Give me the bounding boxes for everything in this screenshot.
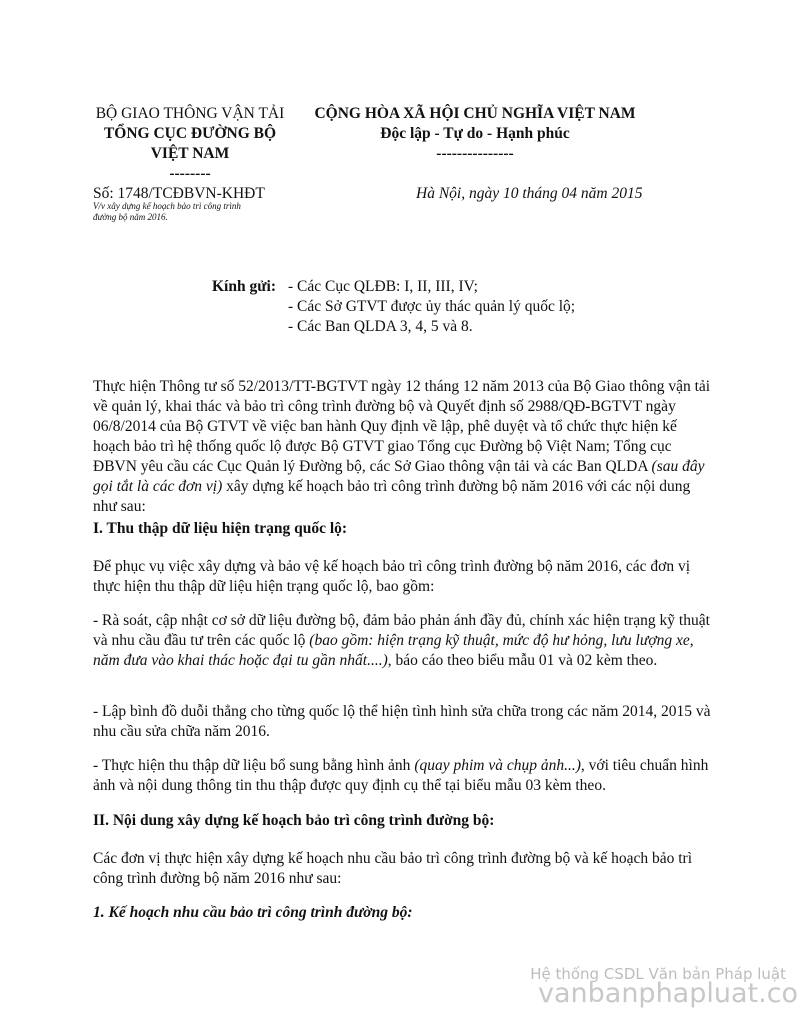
subject-line-1: V/v xây dựng kế hoạch bảo trì công trình bbox=[93, 201, 241, 211]
section-1-paragraph-3: - Lập bình đồ duỗi thẳng cho từng quốc lộ thể hiện tình hình sửa chữa trong các năm 2014, 2015 và nhu cầu sửa chữa năm 2016. bbox=[93, 703, 711, 740]
s1p4-text-2: , với tiêu chuẩn hình ảnh và nội dung thông tin thu thập được quy định cụ thể tại biểu mẫu 03 kèm theo. bbox=[93, 757, 709, 794]
s1p4-text-1: - Thực hiện thu thập dữ liệu bổ sung bằng hình ảnh bbox=[93, 757, 411, 774]
watermark-site: vanbanphapluat.co bbox=[538, 978, 799, 1009]
subject-line-2: đường bộ năm 2016. bbox=[93, 212, 168, 222]
left-divider: -------- bbox=[169, 165, 211, 182]
recipients-label: Kính gửi: bbox=[212, 278, 276, 295]
agency-name: TỔNG CỤC ĐƯỜNG BỘ bbox=[103, 125, 277, 142]
s1p2-text-2: , báo cáo theo biểu mẫu 01 và 02 kèm theo. bbox=[387, 652, 658, 669]
intro-text-2: xây dựng kế hoạch bảo trì công trình đường bộ năm 2016 với các nội dung như sau: bbox=[93, 478, 691, 515]
recipients-list bbox=[288, 277, 575, 337]
watermark-caption: Hệ thống CSDL Văn bản Pháp luật bbox=[530, 965, 786, 983]
section-2-heading: II. Nội dung xây dựng kế hoạch bảo trì công trình đường bộ: bbox=[93, 812, 495, 829]
s1p2-text-1: - Rà soát, cập nhật cơ sở dữ liệu đường bộ, đảm bảo phản ánh đầy đủ, chính xác hiện trạng kỹ thuật và nhu cầu đầu tư trên các quốc lộ bbox=[93, 612, 710, 649]
section-1-paragraph-4 bbox=[93, 756, 713, 796]
intro-text-1: Thực hiện Thông tư số 52/2013/TT-BGTVT ngày 12 tháng 12 năm 2013 của Bộ Giao thông vận tải về quản lý, khai thác và bảo trì công trình đường bộ và Quyết định số 2988/QĐ-BGTVT ngày 06/8/2014 của Bộ GTVT về việc ban hành Quy định về lập, phê duyệt và tổ chức thực hiện kế hoạch bảo trì hệ thống quốc lộ được Bộ GTVT giao Tổng cục Đường bộ Việt Nam; Tổng cục ĐBVN yêu cầu các Cục Quản lý Đường bộ, các Sở Giao thông vận tải và các Ban QLDA bbox=[93, 378, 711, 475]
recipient-item: - Các Ban QLDA 3, 4, 5 và 8. bbox=[288, 318, 473, 335]
recipient-item: - Các Sở GTVT được ủy thác quản lý quốc lộ; bbox=[288, 298, 576, 315]
recipient-item: - Các Cục QLĐB: I, II, III, IV; bbox=[288, 278, 478, 295]
section-1-paragraph-1: Để phục vụ việc xây dựng và bảo vệ kế hoạch bảo trì công trình đường bộ năm 2016, các đơn vị thực hiện thu thập dữ liệu hiện trạng quốc lộ, bao gồm: bbox=[93, 558, 691, 595]
issue-date: Hà Nội, ngày 10 tháng 04 năm 2015 bbox=[416, 185, 643, 202]
section-2-subheading-1: 1. Kế hoạch nhu cầu bảo trì công trình đường bộ: bbox=[93, 904, 413, 921]
right-divider: --------------- bbox=[436, 145, 514, 162]
ministry-name: BỘ GIAO THÔNG VẬN TẢI bbox=[95, 105, 285, 122]
section-1-paragraph-2 bbox=[93, 611, 713, 671]
national-motto: Độc lập - Tự do - Hạnh phúc bbox=[380, 125, 570, 142]
country-name: CỘNG HÒA XÃ HỘI CHỦ NGHĨA VIỆT NAM bbox=[314, 105, 636, 122]
document-number: Số: 1748/TCĐBVN-KHĐT bbox=[93, 185, 265, 202]
national-header bbox=[300, 104, 650, 164]
section-2-paragraph-1: Các đơn vị thực hiện xây dựng kế hoạch nhu cầu bảo trì công trình đường bộ và kế hoạch bảo trì công trình đường bộ năm 2016 như sau: bbox=[93, 850, 693, 887]
intro-paragraph bbox=[93, 377, 713, 517]
s1p4-italic: (quay phim và chụp ảnh...) bbox=[414, 757, 581, 774]
intro-italic: (sau đây gọi tắt là các đơn vị) bbox=[93, 458, 705, 495]
s1p2-italic: (bao gồm: hiện trạng kỹ thuật, mức độ hư hỏng, lưu lượng xe, năm đưa vào khai thác hoặc đại tu gần nhất....) bbox=[93, 632, 694, 669]
issuing-authority bbox=[60, 104, 320, 184]
section-1-heading: I. Thu thập dữ liệu hiện trạng quốc lộ: bbox=[93, 520, 348, 537]
agency-name-line2: VIỆT NAM bbox=[150, 145, 230, 162]
document-subject bbox=[93, 201, 241, 223]
